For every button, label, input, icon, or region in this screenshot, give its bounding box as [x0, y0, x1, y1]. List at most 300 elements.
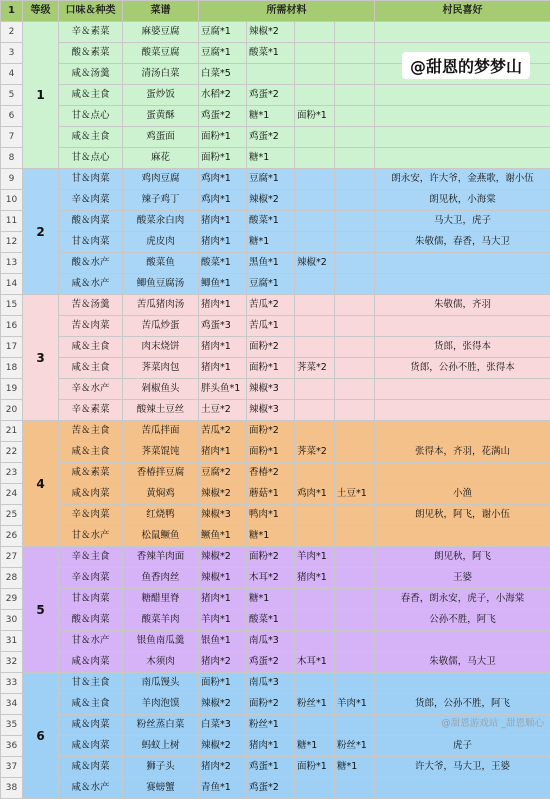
material-cell[interactable]: 粉丝*1 — [335, 736, 375, 757]
material-cell[interactable]: 水稻*2 — [199, 85, 247, 106]
dish-cell[interactable]: 羊肉泡馍 — [123, 694, 199, 715]
flavor-cell[interactable]: 甘＆肉菜 — [59, 589, 123, 610]
row-number[interactable]: 24 — [1, 484, 23, 505]
material-cell[interactable]: 青鱼*1 — [199, 778, 247, 799]
dish-cell[interactable]: 苦瓜拌面 — [123, 421, 199, 442]
row-number[interactable]: 25 — [1, 505, 23, 526]
material-cell[interactable] — [295, 232, 335, 253]
material-cell[interactable]: 糖*1 — [295, 736, 335, 757]
level-cell[interactable]: 3 — [23, 295, 59, 421]
level-cell[interactable]: 5 — [23, 547, 59, 673]
dish-cell[interactable]: 荠菜肉包 — [123, 358, 199, 379]
dish-cell[interactable]: 狮子头 — [123, 757, 199, 778]
dish-cell[interactable]: 粉丝蒸白菜 — [123, 715, 199, 736]
row-number[interactable]: 5 — [1, 85, 23, 106]
villager-cell[interactable]: 货郎，公孙不胜，阿飞 — [375, 694, 550, 715]
material-cell[interactable]: 豆腐*2 — [199, 463, 247, 484]
material-cell[interactable]: 鸡蛋*1 — [247, 757, 295, 778]
flavor-cell[interactable]: 甘＆主食 — [59, 673, 123, 694]
material-cell[interactable]: 黑鱼*1 — [247, 253, 295, 274]
material-cell[interactable] — [335, 106, 375, 127]
row-number[interactable]: 29 — [1, 589, 23, 610]
material-cell[interactable]: 猪肉*1 — [199, 232, 247, 253]
dish-cell[interactable]: 木须肉 — [123, 652, 199, 673]
row-number[interactable]: 33 — [1, 673, 23, 694]
villager-cell[interactable] — [375, 22, 550, 43]
material-cell[interactable] — [295, 505, 335, 526]
flavor-cell[interactable]: 咸＆主食 — [59, 694, 123, 715]
material-cell[interactable]: 面粉*1 — [247, 358, 295, 379]
material-cell[interactable] — [335, 610, 375, 631]
material-cell[interactable] — [335, 526, 375, 547]
material-cell[interactable] — [335, 295, 375, 316]
material-cell[interactable]: 苦瓜*2 — [247, 295, 295, 316]
villager-cell[interactable]: 朗见秋，阿飞 — [375, 547, 550, 568]
material-cell[interactable]: 面粉*2 — [247, 337, 295, 358]
material-cell[interactable] — [295, 64, 335, 85]
flavor-cell[interactable]: 甘＆水产 — [59, 526, 123, 547]
material-cell[interactable]: 糖*1 — [247, 232, 295, 253]
material-cell[interactable]: 羊肉*1 — [335, 694, 375, 715]
material-cell[interactable] — [335, 505, 375, 526]
villager-cell[interactable]: 朗见秋，小海棠 — [375, 190, 550, 211]
material-cell[interactable]: 猪肉*2 — [199, 757, 247, 778]
material-cell[interactable] — [335, 274, 375, 295]
material-cell[interactable] — [335, 547, 375, 568]
material-cell[interactable] — [295, 463, 335, 484]
dish-cell[interactable]: 酸辣土豆丝 — [123, 400, 199, 421]
row-number[interactable]: 28 — [1, 568, 23, 589]
villager-cell[interactable] — [375, 421, 550, 442]
material-cell[interactable]: 香椿*2 — [247, 463, 295, 484]
material-cell[interactable] — [335, 148, 375, 169]
dish-cell[interactable]: 荠菜馄饨 — [123, 442, 199, 463]
material-cell[interactable]: 南瓜*3 — [247, 631, 295, 652]
material-cell[interactable] — [295, 673, 335, 694]
material-cell[interactable] — [335, 127, 375, 148]
flavor-cell[interactable]: 酸＆水产 — [59, 253, 123, 274]
villager-cell[interactable] — [375, 631, 550, 652]
flavor-cell[interactable]: 甘＆水产 — [59, 631, 123, 652]
flavor-cell[interactable]: 甘＆点心 — [59, 148, 123, 169]
villager-cell[interactable]: 马大卫，虎子 — [375, 211, 550, 232]
material-cell[interactable] — [335, 589, 375, 610]
material-cell[interactable]: 辣椒*3 — [199, 505, 247, 526]
material-cell[interactable] — [295, 589, 335, 610]
material-cell[interactable] — [295, 715, 335, 736]
material-cell[interactable]: 面粉*1 — [199, 127, 247, 148]
villager-cell[interactable] — [375, 673, 550, 694]
row-number[interactable]: 14 — [1, 274, 23, 295]
material-cell[interactable]: 鸡蛋*2 — [199, 106, 247, 127]
row-number[interactable]: 34 — [1, 694, 23, 715]
dish-cell[interactable]: 酸菜豆腐 — [123, 43, 199, 64]
flavor-cell[interactable]: 酸＆肉菜 — [59, 211, 123, 232]
material-cell[interactable]: 糖*1 — [247, 589, 295, 610]
level-header: 等级 — [23, 1, 59, 22]
material-cell[interactable]: 猪肉*1 — [199, 295, 247, 316]
material-cell[interactable]: 豆腐*1 — [199, 22, 247, 43]
row-number[interactable]: 17 — [1, 337, 23, 358]
material-cell[interactable]: 酸菜*1 — [247, 610, 295, 631]
material-cell[interactable]: 猪肉*1 — [199, 589, 247, 610]
dish-cell[interactable]: 银鱼南瓜羹 — [123, 631, 199, 652]
material-cell[interactable] — [335, 421, 375, 442]
material-cell[interactable]: 面粉*1 — [295, 106, 335, 127]
material-cell[interactable] — [335, 568, 375, 589]
dish-cell[interactable]: 赛螃蟹 — [123, 778, 199, 799]
level-cell[interactable]: 2 — [23, 169, 59, 295]
material-cell[interactable]: 辣椒*2 — [295, 253, 335, 274]
material-cell[interactable] — [295, 610, 335, 631]
material-cell[interactable]: 鸡蛋*2 — [247, 652, 295, 673]
material-cell[interactable] — [335, 316, 375, 337]
material-cell[interactable] — [335, 211, 375, 232]
row-number[interactable]: 31 — [1, 631, 23, 652]
material-cell[interactable]: 猪肉*1 — [199, 442, 247, 463]
row-number[interactable]: 19 — [1, 379, 23, 400]
dish-cell[interactable]: 麻花 — [123, 148, 199, 169]
material-cell[interactable] — [335, 715, 375, 736]
villager-cell[interactable]: 朱敬儒，齐羽 — [375, 295, 550, 316]
material-cell[interactable]: 鲫鱼*1 — [199, 274, 247, 295]
villager-cell[interactable] — [375, 463, 550, 484]
material-cell[interactable]: 土豆*1 — [335, 484, 375, 505]
material-cell[interactable]: 猪肉*1 — [199, 211, 247, 232]
material-cell[interactable] — [335, 358, 375, 379]
flavor-cell[interactable]: 咸＆水产 — [59, 274, 123, 295]
material-cell[interactable] — [295, 526, 335, 547]
villager-cell[interactable]: 货郎，张得本 — [375, 337, 550, 358]
flavor-cell[interactable]: 辛＆肉菜 — [59, 190, 123, 211]
dish-cell[interactable]: 鸡肉豆腐 — [123, 169, 199, 190]
material-cell[interactable] — [295, 778, 335, 799]
material-cell[interactable]: 鸡肉*1 — [199, 190, 247, 211]
dish-cell[interactable]: 鲫鱼豆腐汤 — [123, 274, 199, 295]
row-number[interactable]: 3 — [1, 43, 23, 64]
villager-cell[interactable] — [375, 148, 550, 169]
flavor-cell[interactable]: 咸＆主食 — [59, 358, 123, 379]
row-number[interactable]: 30 — [1, 610, 23, 631]
material-cell[interactable]: 苦瓜*1 — [247, 316, 295, 337]
row-number[interactable]: 2 — [1, 22, 23, 43]
flavor-cell[interactable]: 咸＆主食 — [59, 85, 123, 106]
dish-cell[interactable]: 糖醋里脊 — [123, 589, 199, 610]
material-cell[interactable]: 荠菜*2 — [295, 442, 335, 463]
flavor-cell[interactable]: 甘＆肉菜 — [59, 232, 123, 253]
flavor-cell[interactable]: 苦＆汤羹 — [59, 295, 123, 316]
material-cell[interactable]: 白菜*5 — [199, 64, 247, 85]
villager-cell[interactable] — [375, 400, 550, 421]
flavor-cell[interactable]: 咸＆肉菜 — [59, 652, 123, 673]
dish-cell[interactable]: 蚂蚁上树 — [123, 736, 199, 757]
flavor-cell[interactable]: 辛＆素菜 — [59, 400, 123, 421]
material-cell[interactable] — [295, 190, 335, 211]
material-cell[interactable]: 面粉*1 — [199, 148, 247, 169]
row-number[interactable]: 22 — [1, 442, 23, 463]
dish-cell[interactable]: 苦瓜猪肉汤 — [123, 295, 199, 316]
row-number[interactable]: 10 — [1, 190, 23, 211]
dish-cell[interactable]: 肉末烧饼 — [123, 337, 199, 358]
villager-cell[interactable]: 朱敬儒，春香，马大卫 — [375, 232, 550, 253]
material-cell[interactable] — [335, 253, 375, 274]
row-number[interactable]: 9 — [1, 169, 23, 190]
villager-cell[interactable]: 许大爷，马大卫，王婆 — [375, 757, 550, 778]
flavor-cell[interactable]: 咸＆主食 — [59, 127, 123, 148]
material-cell[interactable]: 蘑菇*1 — [247, 484, 295, 505]
flavor-cell[interactable]: 辛＆肉菜 — [59, 568, 123, 589]
material-cell[interactable]: 鸡肉*1 — [199, 169, 247, 190]
material-cell[interactable]: 豆腐*1 — [199, 43, 247, 64]
flavor-cell[interactable]: 甘＆肉菜 — [59, 169, 123, 190]
material-cell[interactable]: 苦瓜*2 — [199, 421, 247, 442]
material-cell[interactable]: 鸭肉*1 — [247, 505, 295, 526]
dish-cell[interactable]: 红烧鸭 — [123, 505, 199, 526]
material-cell[interactable] — [247, 64, 295, 85]
material-cell[interactable]: 糖*1 — [335, 757, 375, 778]
row-number[interactable]: 12 — [1, 232, 23, 253]
flavor-cell[interactable]: 苦＆肉菜 — [59, 316, 123, 337]
material-cell[interactable]: 面粉*2 — [247, 547, 295, 568]
flavor-cell[interactable]: 咸＆肉菜 — [59, 715, 123, 736]
dish-cell[interactable]: 酸菜鱼 — [123, 253, 199, 274]
row-number[interactable]: 21 — [1, 421, 23, 442]
material-cell[interactable]: 辣椒*2 — [247, 190, 295, 211]
flavor-cell[interactable]: 咸＆肉菜 — [59, 484, 123, 505]
villager-cell[interactable]: 货郎，公孙不胜，张得本 — [375, 358, 550, 379]
villager-cell[interactable] — [375, 778, 550, 799]
material-cell[interactable]: 粉丝*1 — [247, 715, 295, 736]
material-cell[interactable]: 鸡蛋*2 — [247, 127, 295, 148]
material-cell[interactable] — [335, 22, 375, 43]
row-number[interactable]: 16 — [1, 316, 23, 337]
row-number[interactable]: 35 — [1, 715, 23, 736]
dish-cell[interactable]: 鸡蛋面 — [123, 127, 199, 148]
material-cell[interactable]: 土豆*2 — [199, 400, 247, 421]
flavor-cell[interactable]: 咸＆肉菜 — [59, 736, 123, 757]
row-number[interactable]: 38 — [1, 778, 23, 799]
dish-cell[interactable]: 香椿拌豆腐 — [123, 463, 199, 484]
flavor-cell[interactable]: 咸＆主食 — [59, 442, 123, 463]
material-cell[interactable] — [335, 652, 375, 673]
flavor-cell[interactable]: 辛＆水产 — [59, 379, 123, 400]
villager-cell[interactable] — [375, 526, 550, 547]
flavor-cell[interactable]: 苦＆主食 — [59, 421, 123, 442]
villager-cell[interactable] — [375, 316, 550, 337]
material-cell[interactable]: 辣椒*3 — [247, 379, 295, 400]
level-cell[interactable]: 4 — [23, 421, 59, 547]
row-number[interactable]: 23 — [1, 463, 23, 484]
level-cell[interactable]: 6 — [23, 673, 59, 799]
flavor-cell[interactable]: 辛＆肉菜 — [59, 505, 123, 526]
material-cell[interactable]: 胖头鱼*1 — [199, 379, 247, 400]
dish-cell[interactable]: 黄焖鸡 — [123, 484, 199, 505]
material-cell[interactable]: 辣椒*2 — [199, 736, 247, 757]
material-cell[interactable] — [295, 337, 335, 358]
flavor-cell[interactable]: 甘＆点心 — [59, 106, 123, 127]
material-cell[interactable]: 面粉*2 — [247, 694, 295, 715]
material-cell[interactable] — [295, 22, 335, 43]
villager-cell[interactable] — [375, 274, 550, 295]
material-cell[interactable]: 猪肉*1 — [247, 736, 295, 757]
material-cell[interactable]: 糖*1 — [247, 148, 295, 169]
material-cell[interactable]: 酸菜*1 — [247, 211, 295, 232]
material-cell[interactable]: 木耳*2 — [247, 568, 295, 589]
flavor-cell[interactable]: 酸＆肉菜 — [59, 610, 123, 631]
material-cell[interactable]: 鸡蛋*3 — [199, 316, 247, 337]
material-cell[interactable]: 酸菜*1 — [199, 253, 247, 274]
villager-cell[interactable] — [375, 85, 550, 106]
material-cell[interactable]: 南瓜*3 — [247, 673, 295, 694]
material-cell[interactable]: 白菜*3 — [199, 715, 247, 736]
material-cell[interactable]: 鸡蛋*2 — [247, 85, 295, 106]
row-number[interactable]: 20 — [1, 400, 23, 421]
villager-cell[interactable]: 春香，朗永安，虎子，小海棠 — [375, 589, 550, 610]
material-cell[interactable]: 糖*1 — [247, 526, 295, 547]
villager-cell[interactable]: 虎子 — [375, 736, 550, 757]
material-cell[interactable]: 猪肉*1 — [199, 337, 247, 358]
material-cell[interactable] — [335, 442, 375, 463]
material-cell[interactable] — [335, 778, 375, 799]
material-cell[interactable]: 面粉*1 — [247, 442, 295, 463]
material-cell[interactable] — [335, 379, 375, 400]
material-cell[interactable] — [335, 400, 375, 421]
material-cell[interactable]: 豆腐*1 — [247, 169, 295, 190]
villager-cell[interactable] — [375, 106, 550, 127]
material-cell[interactable] — [295, 169, 335, 190]
material-cell[interactable]: 羊肉*1 — [295, 547, 335, 568]
flavor-cell[interactable]: 咸＆水产 — [59, 778, 123, 799]
material-cell[interactable]: 鳜鱼*1 — [199, 526, 247, 547]
material-cell[interactable] — [295, 211, 335, 232]
material-cell[interactable] — [335, 169, 375, 190]
flavor-cell[interactable]: 辛＆主食 — [59, 547, 123, 568]
dish-cell[interactable]: 酸菜羊肉 — [123, 610, 199, 631]
row-number[interactable]: 15 — [1, 295, 23, 316]
material-cell[interactable] — [295, 127, 335, 148]
material-cell[interactable]: 鸡肉*1 — [295, 484, 335, 505]
material-cell[interactable]: 面粉*1 — [199, 673, 247, 694]
material-cell[interactable]: 酸菜*1 — [247, 43, 295, 64]
material-cell[interactable]: 辣椒*2 — [199, 547, 247, 568]
flavor-cell[interactable]: 咸＆素菜 — [59, 463, 123, 484]
material-cell[interactable]: 羊肉*1 — [199, 610, 247, 631]
material-cell[interactable] — [335, 232, 375, 253]
material-cell[interactable]: 银鱼*1 — [199, 631, 247, 652]
villager-cell[interactable] — [375, 253, 550, 274]
material-cell[interactable] — [335, 43, 375, 64]
material-cell[interactable] — [295, 43, 335, 64]
material-cell[interactable]: 辣椒*2 — [199, 484, 247, 505]
material-cell[interactable] — [295, 631, 335, 652]
dish-cell[interactable]: 鱼香肉丝 — [123, 568, 199, 589]
row-number[interactable]: 36 — [1, 736, 23, 757]
dish-cell[interactable]: 南瓜馒头 — [123, 673, 199, 694]
villager-cell[interactable]: 王婆 — [375, 568, 550, 589]
row-number[interactable]: 18 — [1, 358, 23, 379]
material-cell[interactable]: 辣椒*3 — [247, 400, 295, 421]
row-number[interactable]: 32 — [1, 652, 23, 673]
material-cell[interactable]: 面粉*2 — [247, 421, 295, 442]
villager-cell[interactable]: 小渔 — [375, 484, 550, 505]
material-cell[interactable]: 辣椒*1 — [199, 568, 247, 589]
villager-cell[interactable] — [375, 379, 550, 400]
dish-cell[interactable]: 蛋黄酥 — [123, 106, 199, 127]
dish-cell[interactable]: 苦瓜炒蛋 — [123, 316, 199, 337]
material-cell[interactable] — [295, 274, 335, 295]
row-number[interactable]: 26 — [1, 526, 23, 547]
material-cell[interactable]: 粉丝*1 — [295, 694, 335, 715]
material-cell[interactable] — [335, 190, 375, 211]
dish-cell[interactable]: 蛋炒饭 — [123, 85, 199, 106]
dish-cell[interactable]: 清汤白菜 — [123, 64, 199, 85]
flavor-cell[interactable]: 酸＆素菜 — [59, 43, 123, 64]
villager-cell[interactable]: 张得本，齐羽，花满山 — [375, 442, 550, 463]
dish-cell[interactable]: 辣子鸡丁 — [123, 190, 199, 211]
row-number[interactable]: 4 — [1, 64, 23, 85]
material-cell[interactable]: 面粉*1 — [295, 757, 335, 778]
material-cell[interactable] — [335, 673, 375, 694]
villager-cell[interactable]: 公孙不胜，阿飞 — [375, 610, 550, 631]
row-number[interactable]: 37 — [1, 757, 23, 778]
flavor-cell[interactable]: 咸＆肉菜 — [59, 757, 123, 778]
dish-cell[interactable]: 酸菜氽白肉 — [123, 211, 199, 232]
material-cell[interactable]: 猪肉*1 — [199, 358, 247, 379]
material-cell[interactable] — [295, 148, 335, 169]
material-cell[interactable] — [295, 85, 335, 106]
flavor-cell[interactable]: 咸＆主食 — [59, 337, 123, 358]
row-number[interactable]: 13 — [1, 253, 23, 274]
row-number[interactable]: 7 — [1, 127, 23, 148]
material-cell[interactable] — [295, 316, 335, 337]
material-cell[interactable] — [335, 85, 375, 106]
material-cell[interactable] — [335, 337, 375, 358]
material-cell[interactable]: 辣椒*2 — [247, 22, 295, 43]
dish-cell[interactable]: 剁椒鱼头 — [123, 379, 199, 400]
row-number[interactable]: 27 — [1, 547, 23, 568]
dish-cell[interactable]: 虎皮肉 — [123, 232, 199, 253]
flavor-cell[interactable]: 辛＆素菜 — [59, 22, 123, 43]
flavor-cell[interactable]: 咸＆汤羹 — [59, 64, 123, 85]
dish-cell[interactable]: 松鼠鳜鱼 — [123, 526, 199, 547]
villager-cell[interactable]: 朱敬儒，马大卫 — [375, 652, 550, 673]
material-cell[interactable]: 荠菜*2 — [295, 358, 335, 379]
dish-cell[interactable]: 香辣羊肉面 — [123, 547, 199, 568]
material-cell[interactable] — [295, 421, 335, 442]
material-cell[interactable]: 木耳*1 — [295, 652, 335, 673]
material-cell[interactable]: 鸡蛋*2 — [247, 778, 295, 799]
material-cell[interactable] — [335, 631, 375, 652]
level-cell[interactable]: 1 — [23, 22, 59, 169]
material-cell[interactable]: 豆腐*1 — [247, 274, 295, 295]
material-cell[interactable]: 糖*1 — [247, 106, 295, 127]
material-cell[interactable] — [335, 463, 375, 484]
material-cell[interactable] — [295, 379, 335, 400]
material-cell[interactable]: 猪肉*2 — [199, 652, 247, 673]
material-cell[interactable]: 辣椒*2 — [199, 694, 247, 715]
row-number[interactable]: 8 — [1, 148, 23, 169]
row-number[interactable]: 6 — [1, 106, 23, 127]
material-cell[interactable]: 猪肉*1 — [295, 568, 335, 589]
row-number[interactable]: 11 — [1, 211, 23, 232]
villager-cell[interactable]: 朗永安，许大爷，金燕歌，谢小伍 — [375, 169, 550, 190]
material-cell[interactable] — [295, 295, 335, 316]
villager-cell[interactable] — [375, 127, 550, 148]
material-cell[interactable] — [335, 64, 375, 85]
material-cell[interactable] — [295, 400, 335, 421]
dish-cell[interactable]: 麻婆豆腐 — [123, 22, 199, 43]
villager-cell[interactable]: 朗见秋，阿飞，谢小伍 — [375, 505, 550, 526]
